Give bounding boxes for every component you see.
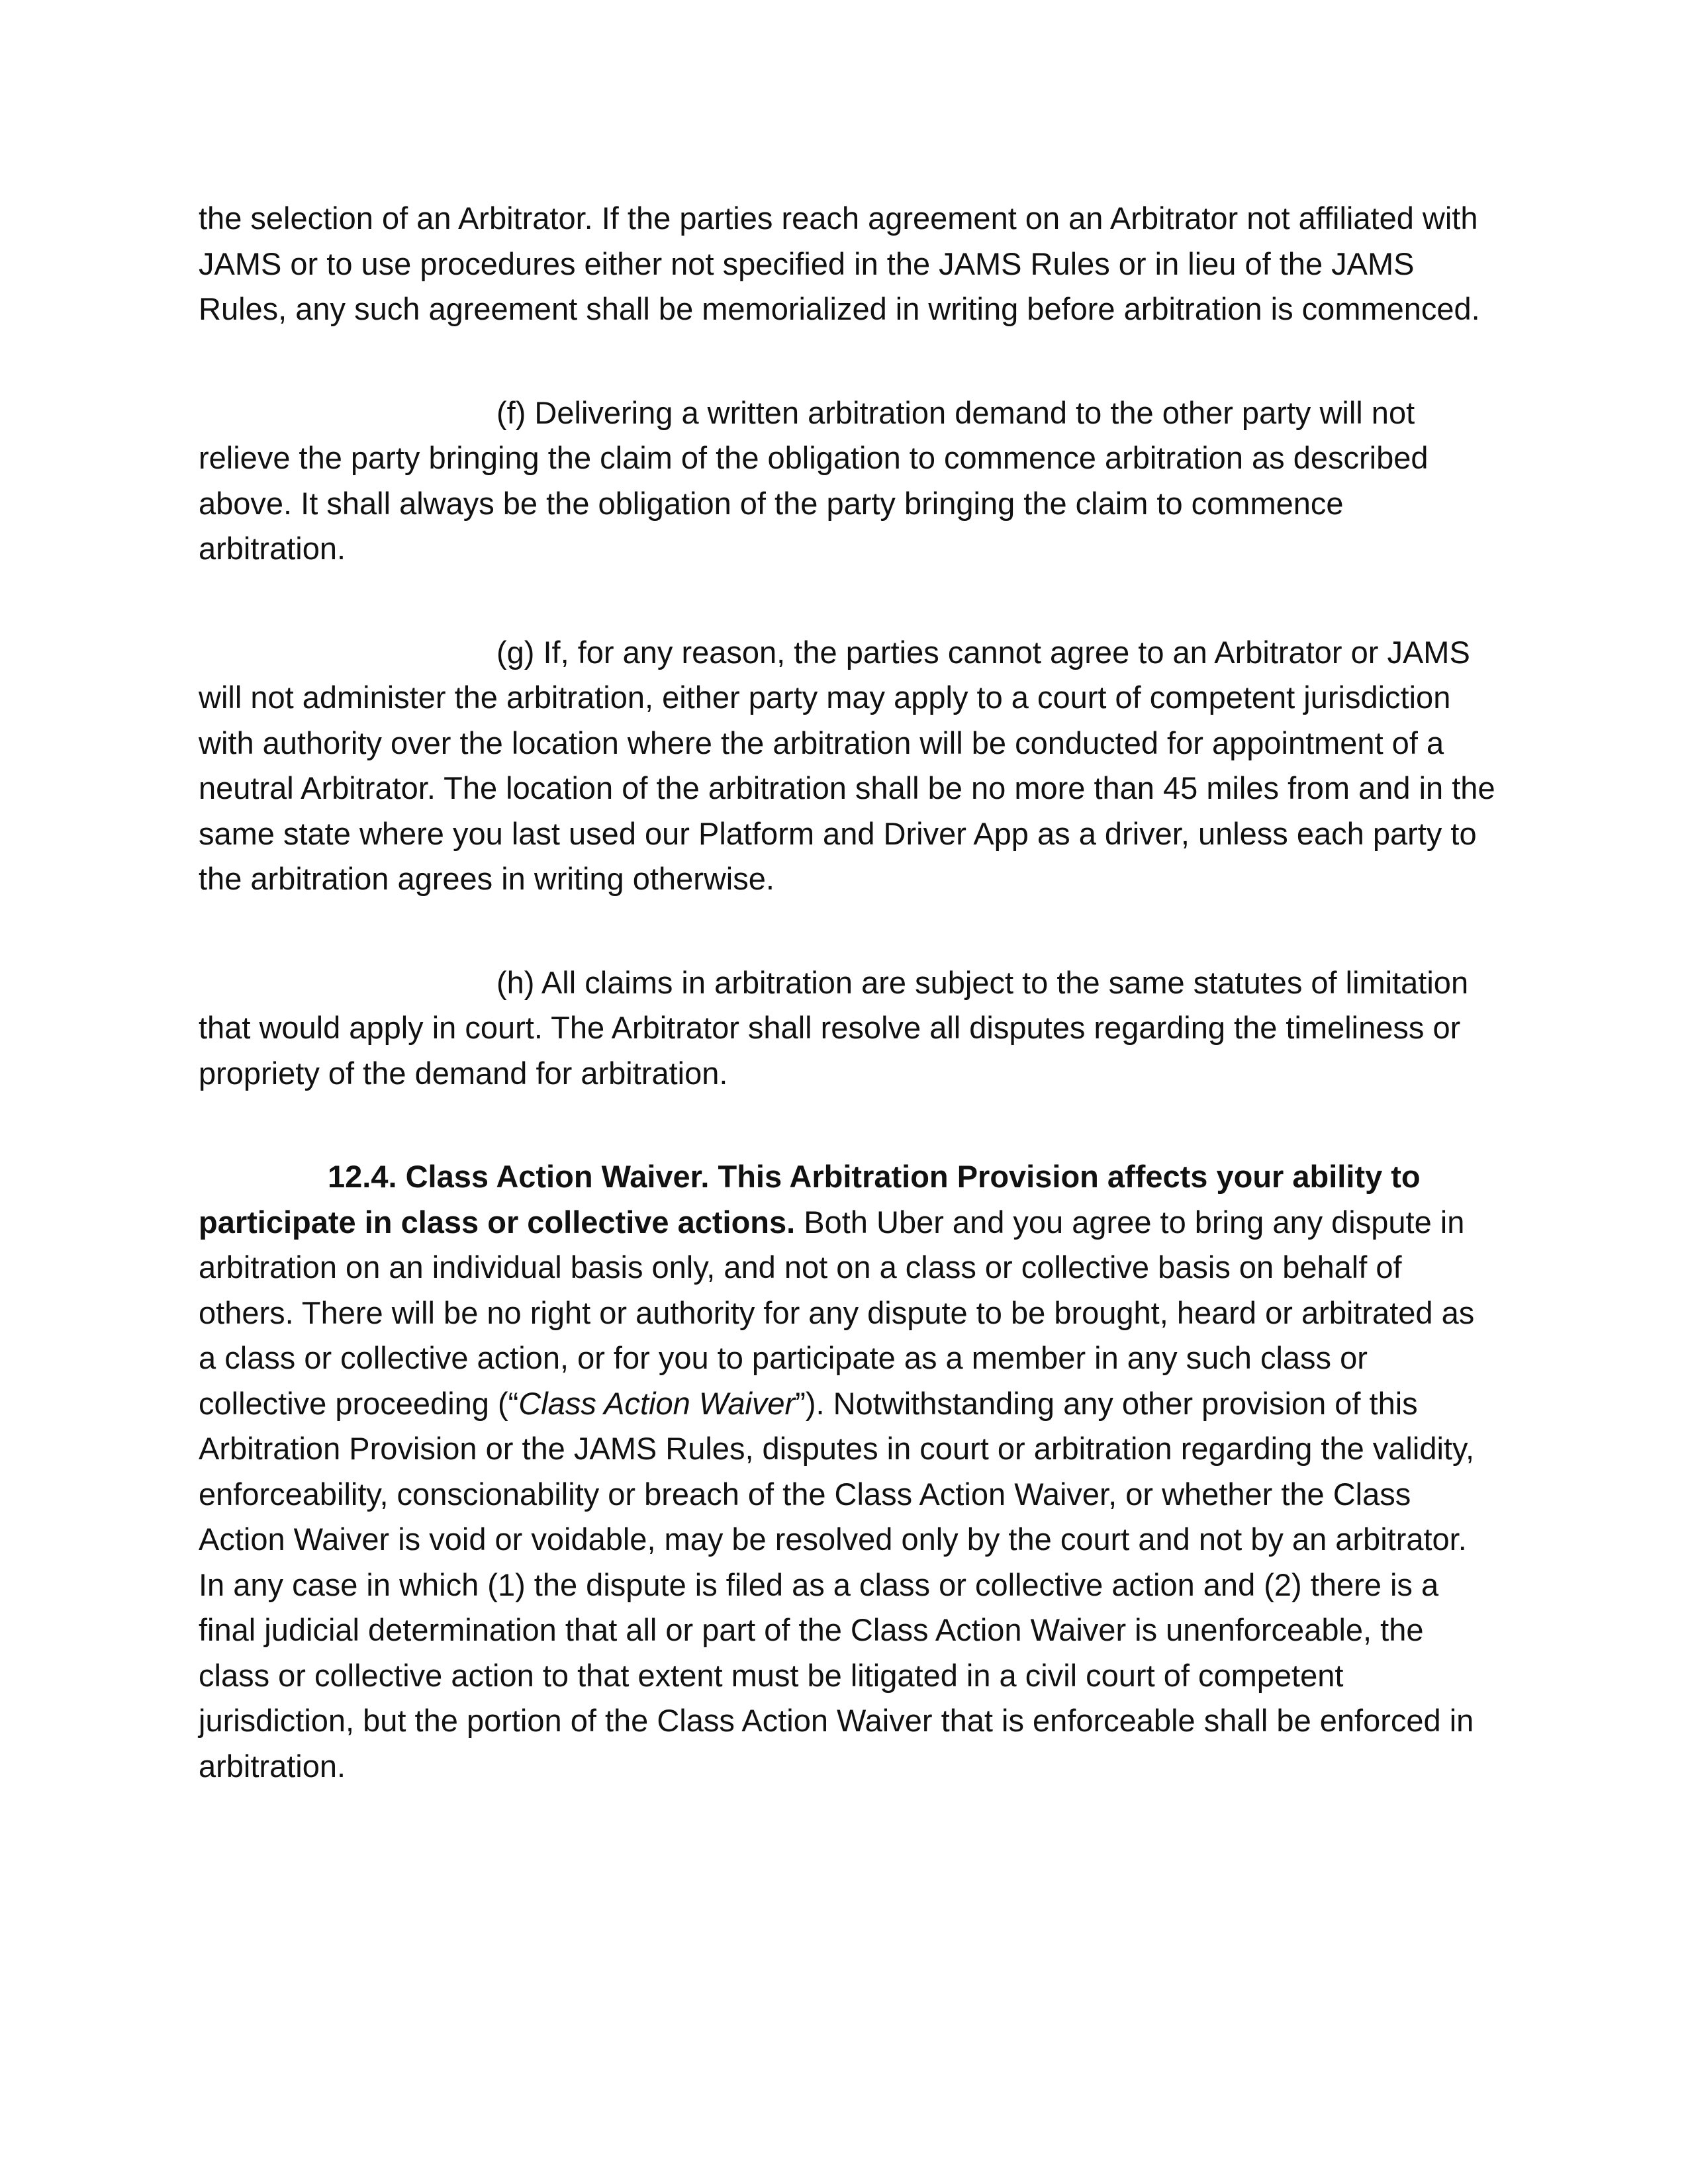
paragraph-g-court-appointment: (g) If, for any reason, the parties cannot agree to an Arbitrator or JAMS will not administer the arbitration, either party may apply to a court of competent jurisdiction with authority over the location where the arbitration will be conducted for appointment of a neutral Arbitrator. The location of the arbitration shall be no more than 45 miles from and in the same state where you last used our Platform and Driver App as a driver, unless each party to the arbitration agrees in writing otherwise. bbox=[199, 634, 1495, 896]
paragraph-arbitrator-selection: the selection of an Arbitrator. If the parties reach agreement on an Arbitrator not affiliated with JAMS or to use procedures either not specified in the JAMS Rules or in lieu of the JAMS Rules, any such agreement shall be memorialized in writing before arbitration is commenced. bbox=[199, 201, 1480, 326]
section-text-part-b: ”). Notwithstanding any other provision of this Arbitration Provision or the JAMS Rules, disputes in court or arbitration regarding the validity, enforceability, conscionability or breach of the Class Action Waiver, or whether the Class Action Waiver is void or voidable, may be resolved only by the court and not by an arbitrator. In any case in which (1) the dispute is filed as a class or collective action and (2) there is a final judicial determination that all or part of the Class Action Waiver is unenforceable, the class or collective action to that extent must be litigated in a civil court of competent jurisdiction, but the portion of the Class Action Waiver that is enforceable shall be enforced in arbitration. bbox=[199, 1385, 1475, 1784]
section-class-action-waiver bbox=[199, 1154, 1496, 1789]
paragraph-f-written-demand: (f) Delivering a written arbitration demand to the other party will not relieve the party bringing the claim of the obligation to commence arbitration as described above. It shall always be the obligation of the party bringing the claim to commence arbitration. bbox=[199, 394, 1429, 566]
defined-term: Class Action Waiver bbox=[518, 1385, 796, 1421]
paragraph-h-statutes-of-limitation: (h) All claims in arbitration are subject to the same statutes of limitation that would apply in court. The Arbitrator shall resolve all disputes regarding the timeliness or propriety of the demand for arbitration. bbox=[199, 964, 1469, 1091]
section-text-part-a: Both Uber and you agree to bring any dispute in arbitration on an individual basis only, and not on a class or collective basis on behalf of others. There will be no right or authority for any dispute to be brought, heard or arbitrated as a class or collective action, or for you to participate as a member in any such class or collective proceeding (“ bbox=[199, 1204, 1475, 1421]
section-heading: 12.4. Class Action Waiver. This Arbitration Provision affects your ability to participate in class or collective actions. bbox=[199, 1159, 1421, 1240]
document-body bbox=[199, 196, 1496, 1789]
